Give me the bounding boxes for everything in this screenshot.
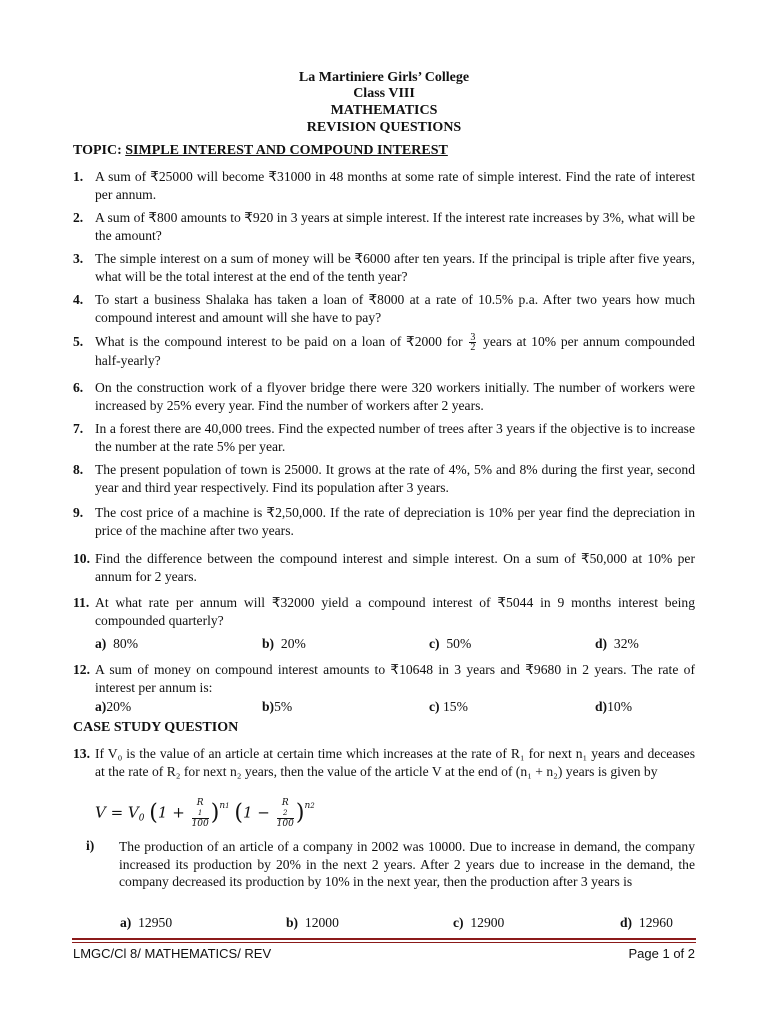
- option-b: b)5%: [262, 699, 293, 714]
- question-6: [73, 379, 695, 414]
- question-text: A sum of ₹800 amounts to ₹920 in 3 years at simple interest. If the interest rate increases by 3%, what will be the amount?: [95, 210, 695, 243]
- question-text-a: What is the compound interest to be paid on a loan of ₹2000 for: [95, 334, 463, 349]
- question-number: 3.: [73, 251, 84, 266]
- option-c: c) 12900: [453, 915, 505, 930]
- question-7: [73, 420, 695, 455]
- question-text: Find the difference between the compound interest and simple interest. On a sum of ₹50,000 at 10% per annum for 2 years.: [95, 551, 695, 584]
- question-1: [73, 168, 695, 203]
- fraction-denominator: 2: [470, 342, 476, 354]
- question-number: 8.: [73, 462, 84, 477]
- topic-heading: [73, 143, 448, 159]
- page-title: REVISION QUESTIONS: [306, 120, 462, 135]
- question-8: [73, 461, 695, 496]
- question-11-options: [95, 635, 695, 653]
- question-5: [73, 333, 695, 370]
- topic-label: TOPIC:: [73, 143, 122, 158]
- question-9: [73, 504, 695, 539]
- question-number: 10.: [73, 551, 90, 566]
- option-c: c) 15%: [429, 699, 468, 714]
- case-study-heading: CASE STUDY QUESTION: [73, 720, 239, 735]
- question-number: 11.: [73, 595, 90, 610]
- class-label: Class VIII: [353, 86, 415, 101]
- option-a: a) 80%: [95, 636, 139, 651]
- college-name: La Martiniere Girls’ College: [298, 70, 470, 85]
- option-a: a)20%: [95, 699, 132, 714]
- question-12: [73, 661, 695, 696]
- question-text: A sum of money on compound interest amounts to ₹10648 in 3 years and ₹9680 in 2 years. The rate of interest per annum is:: [95, 662, 695, 695]
- sub-question-i: [97, 838, 695, 891]
- question-12-options: [95, 698, 695, 716]
- question-10: [73, 550, 695, 585]
- question-number: 4.: [73, 292, 84, 307]
- question-text: At what rate per annum will ₹32000 yield a compound interest of ₹5044 in 9 months interest being compounded quarterly?: [95, 595, 695, 628]
- question-number: 9.: [73, 505, 84, 520]
- question-text: The present population of town is 25000. It grows at the rate of 4%, 5% and 8% during the first year, second year and third year respectively. Find its population after 3 years.: [95, 462, 695, 495]
- question-text: The cost price of a machine is ₹2,50,000. If the rate of depreciation is 10% per year find the depreciation in price of the machine after two years.: [95, 505, 695, 538]
- question-13: [73, 745, 695, 780]
- option-d: d)10%: [595, 699, 633, 714]
- value-formula: $V = V_0$ (1 + R 1 100 )$^{n1}$ (1 − R 2 100 )$^{n2}$: [95, 798, 315, 829]
- question-number: 1.: [73, 169, 84, 184]
- question-number: 7.: [73, 421, 84, 436]
- question-text: On the construction work of a flyover bridge there were 320 workers initially. The number of workers were increased by 25% every year. Find the number of workers after 2 years.: [95, 380, 695, 413]
- question-11: [73, 594, 695, 629]
- footer-rule-thin: [72, 942, 696, 943]
- sub-question-options: [120, 914, 695, 932]
- sub-question-text: The production of an article of a company in 2002 was 10000. Due to increase in demand, the company increased its production by 20% in the next 2 years. After 2 years due to increase in the demand, the company decreased its production by 10% in the next year, then the production after 3 years is: [119, 839, 695, 889]
- question-number: 6.: [73, 380, 84, 395]
- question-text: A sum of ₹25000 will become ₹31000 in 48 months at some rate of simple interest. Find the rate of interest per annum.: [95, 169, 695, 202]
- option-a: a) 12950: [120, 915, 173, 930]
- option-b: b) 12000: [286, 915, 339, 930]
- question-number: 13.: [73, 746, 90, 761]
- sub-question-label: i): [86, 838, 95, 853]
- question-4: [73, 291, 695, 326]
- question-text: The simple interest on a sum of money will be ₹6000 after ten years. If the principal is triple after five years, what will be the total interest at the end of the tenth year?: [95, 251, 695, 284]
- fraction: [469, 333, 476, 352]
- option-d: d) 32%: [595, 636, 639, 651]
- question-number: 12.: [73, 662, 90, 677]
- footer-doc-code: LMGC/Cl 8/ MATHEMATICS/ REV: [73, 946, 272, 961]
- question-2: [73, 209, 695, 244]
- fraction-numerator: 3: [470, 332, 476, 344]
- question-text-b: years at 10% per annum compounded half-yearly?: [95, 334, 695, 369]
- question-text: To start a business Shalaka has taken a loan of ₹8000 at a rate of 10.5% p.a. After two years how much compound interest and amount will she have to pay?: [95, 292, 695, 325]
- question-text: If V₀ is the value of an article at certain time which increases at the rate of R₁ for next n₁ years and deceases at the rate of R₂ for next n₂ years, then the value of the article V at the end of (n₁ + n₂) years is given by: [95, 746, 695, 779]
- option-c: c) 50%: [429, 636, 472, 651]
- option-b: b) 20%: [262, 636, 306, 651]
- option-d: d) 12960: [620, 915, 673, 930]
- footer-rule: [72, 938, 696, 940]
- question-number: 2.: [73, 210, 84, 225]
- topic-name: SIMPLE INTEREST AND COMPOUND INTEREST: [125, 143, 448, 158]
- question-3: [73, 250, 695, 285]
- page-number: Page 1 of 2: [628, 946, 695, 961]
- question-text: [95, 333, 695, 370]
- question-number: 5.: [73, 334, 84, 349]
- question-text: In a forest there are 40,000 trees. Find the expected number of trees after 3 years if the objective is to increase the number at the rate 5% per year.: [95, 421, 695, 454]
- subject-label: MATHEMATICS: [330, 103, 438, 118]
